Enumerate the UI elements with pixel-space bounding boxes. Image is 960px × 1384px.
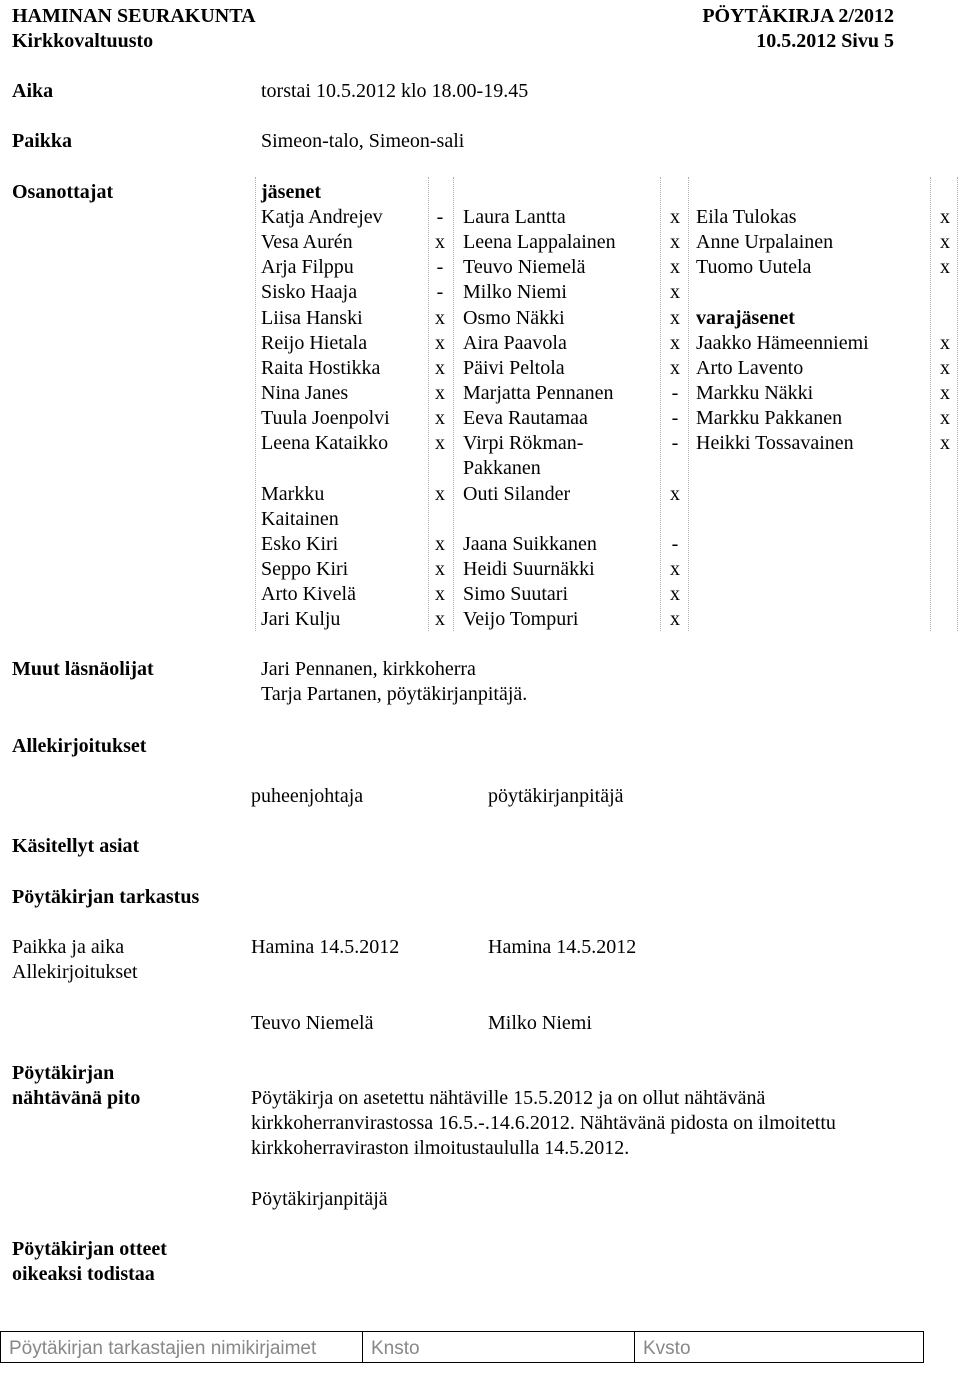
attendance-mark: - — [436, 206, 444, 228]
participant-name: Arja Filppu — [261, 256, 354, 278]
attendance-mark: x — [670, 558, 680, 580]
nahtavana-text: Pöytäkirja on asetettu nähtäville 15.5.2012 ja on ollut nähtävänä — [251, 1087, 766, 1109]
attendance-mark: x — [435, 332, 445, 354]
attendance-mark: - — [671, 432, 679, 454]
attendance-mark: - — [671, 533, 679, 555]
otteet-label: Pöytäkirjan otteet — [12, 1238, 167, 1260]
place-time-1: Hamina 14.5.2012 — [251, 936, 400, 958]
participant-name: Vesa Aurén — [261, 231, 353, 253]
participant-name: Outi Silander — [463, 483, 571, 505]
attendance-mark: x — [435, 357, 445, 379]
attendance-mark: x — [940, 407, 950, 429]
participant-name-cont: Pakkanen — [463, 457, 541, 479]
nahtavana-signer: Pöytäkirjanpitäjä — [251, 1188, 388, 1210]
attendance-mark: - — [436, 281, 444, 303]
participant-name: Tuula Joenpolvi — [261, 407, 390, 429]
participant-name: Markku — [261, 483, 325, 505]
document-title: PÖYTÄKIRJA 2/2012 — [702, 5, 894, 27]
participant-name: Aira Paavola — [463, 332, 567, 354]
kasitellyt-label: Käsitellyt asiat — [12, 835, 140, 857]
place-time-label: Paikka ja aika — [12, 936, 125, 958]
nahtavana-text: kirkkoherraviraston ilmoitustaululla 14.5.2012. — [251, 1137, 630, 1159]
participant-name: Teuvo Niemelä — [463, 256, 586, 278]
attendance-mark: x — [670, 332, 680, 354]
paikka-label: Paikka — [12, 130, 73, 152]
participant-name: Jaana Suikkanen — [463, 533, 597, 555]
body-name: Kirkkovaltuusto — [12, 30, 154, 52]
participant-name: Heidi Suurnäkki — [463, 558, 595, 580]
attendance-mark: x — [670, 483, 680, 505]
attendance-mark: x — [940, 231, 950, 253]
attendance-mark: x — [435, 382, 445, 404]
attendance-mark: x — [435, 608, 445, 630]
nahtavana-label: Pöytäkirjan — [12, 1062, 115, 1084]
attendance-mark: x — [670, 231, 680, 253]
participant-name: Liisa Hanski — [261, 307, 363, 329]
participant-name: Eila Tulokas — [696, 206, 797, 228]
participant-name: Arto Kivelä — [261, 583, 356, 605]
attendance-mark: x — [940, 432, 950, 454]
attendance-mark: x — [940, 206, 950, 228]
participant-name: Milko Niemi — [463, 281, 567, 303]
paikka-value: Simeon-talo, Simeon-sali — [261, 130, 465, 152]
participant-name: Virpi Rökman- — [463, 432, 584, 454]
attendance-mark: x — [435, 558, 445, 580]
muut-line: Tarja Partanen, pöytäkirjanpitäjä. — [261, 683, 528, 705]
aika-value: torstai 10.5.2012 klo 18.00-19.45 — [261, 80, 529, 102]
attendance-mark: x — [940, 382, 950, 404]
attendance-mark: x — [435, 432, 445, 454]
participant-name: Arto Lavento — [696, 357, 804, 379]
initials-box — [0, 1331, 924, 1363]
date-and-page: 10.5.2012 Sivu 5 — [756, 30, 894, 52]
place-time-2: Hamina 14.5.2012 — [488, 936, 637, 958]
participant-name: Simo Suutari — [463, 583, 569, 605]
knsto-cell: Knsto — [363, 1332, 635, 1362]
participant-name: Jaakko Hämeenniemi — [696, 332, 869, 354]
attendance-mark: x — [435, 307, 445, 329]
participant-name: Seppo Kiri — [261, 558, 349, 580]
organization-name: HAMINAN SEURAKUNTA — [12, 5, 256, 27]
muut-label: Muut läsnäolijat — [12, 658, 154, 680]
attendance-mark: x — [670, 307, 680, 329]
participant-name: Reijo Hietala — [261, 332, 368, 354]
participant-name: Laura Lantta — [463, 206, 566, 228]
attendance-mark: x — [670, 357, 680, 379]
attendance-mark: x — [435, 231, 445, 253]
participant-name: Raita Hostikka — [261, 357, 381, 379]
nahtavana-label-cont: nähtävänä pito — [12, 1087, 141, 1109]
attendance-mark: x — [670, 281, 680, 303]
participant-name-cont: Kaitainen — [261, 508, 339, 530]
deputies-heading: varajäsenet — [696, 307, 795, 329]
participant-name: Veijo Tompuri — [463, 608, 579, 630]
attendance-mark: - — [436, 256, 444, 278]
participant-name: Leena Kataikko — [261, 432, 389, 454]
otteet-label-cont: oikeaksi todistaa — [12, 1263, 155, 1285]
nahtavana-text: kirkkoherranvirastossa 16.5.-.14.6.2012. Nähtävänä pidosta on ilmoitettu — [251, 1112, 836, 1134]
participant-name: Sisko Haaja — [261, 281, 358, 303]
attendance-mark: x — [670, 608, 680, 630]
allekirjoitukset-label: Allekirjoitukset — [12, 735, 147, 757]
participant-name: Esko Kiri — [261, 533, 339, 555]
attendance-mark: x — [435, 583, 445, 605]
participant-name: Päivi Peltola — [463, 357, 565, 379]
muut-line: Jari Pennanen, kirkkoherra — [261, 658, 476, 680]
attendance-mark: - — [671, 407, 679, 429]
participant-name: Anne Urpalainen — [696, 231, 834, 253]
participant-name: Leena Lappalainen — [463, 231, 616, 253]
attendance-mark: - — [671, 382, 679, 404]
participant-name: Markku Näkki — [696, 382, 814, 404]
signatures-label: Allekirjoitukset — [12, 961, 138, 983]
participant-name: Heikki Tossavainen — [696, 432, 854, 454]
inspector-2: Milko Niemi — [488, 1012, 592, 1034]
members-heading: jäsenet — [261, 181, 321, 203]
tarkastus-label: Pöytäkirjan tarkastus — [12, 886, 200, 908]
attendance-mark: x — [940, 256, 950, 278]
secretary-signature-line: pöytäkirjanpitäjä — [488, 785, 624, 807]
attendance-mark: x — [435, 533, 445, 555]
participant-name: Tuomo Uutela — [696, 256, 812, 278]
participant-name: Katja Andrejev — [261, 206, 383, 228]
attendance-mark: x — [940, 357, 950, 379]
attendance-mark: x — [670, 583, 680, 605]
chair-signature-line: puheenjohtaja — [251, 785, 364, 807]
attendance-mark: x — [435, 407, 445, 429]
osanottajat-label: Osanottajat — [12, 181, 114, 203]
attendance-mark: x — [670, 206, 680, 228]
attendance-mark: x — [435, 483, 445, 505]
participant-name: Nina Janes — [261, 382, 349, 404]
attendance-mark: x — [940, 332, 950, 354]
attendance-mark: x — [670, 256, 680, 278]
participant-name: Jari Kulju — [261, 608, 341, 630]
participant-name: Osmo Näkki — [463, 307, 565, 329]
participant-name: Marjatta Pennanen — [463, 382, 614, 404]
participant-name: Eeva Rautamaa — [463, 407, 588, 429]
aika-label: Aika — [12, 80, 54, 102]
participant-name: Markku Pakkanen — [696, 407, 843, 429]
initials-label: Pöytäkirjan tarkastajien nimikirjaimet — [1, 1332, 363, 1362]
kvsto-cell: Kvsto — [643, 1338, 691, 1359]
inspector-1: Teuvo Niemelä — [251, 1012, 374, 1034]
